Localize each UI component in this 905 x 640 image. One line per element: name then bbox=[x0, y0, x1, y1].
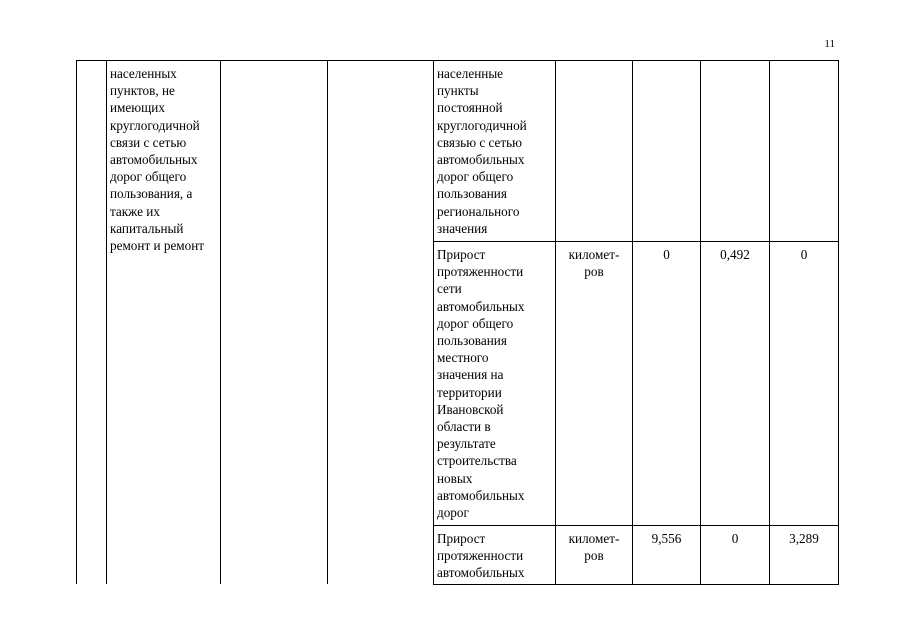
indicator-name-cell: населенные пункты постоянной круглогодичной связью с сетью автомобильных дорог общего пользования регионального значения bbox=[434, 61, 556, 242]
indicator-table bbox=[76, 60, 839, 585]
page-number: 11 bbox=[824, 38, 835, 50]
activity-description-cell: населенных пунктов, не имеющих круглогодичной связи с сетью автомобильных дорог общего пользования, а также их капитальный ремонт и ремонт bbox=[107, 61, 221, 585]
value-cell-year2: 0,492 bbox=[701, 242, 770, 526]
indicator-name-cell: Прирост протяженности автомобильных bbox=[434, 526, 556, 585]
unit-cell: километ- ров bbox=[556, 526, 633, 585]
value-cell-year2 bbox=[701, 61, 770, 242]
value-cell-year1 bbox=[633, 61, 701, 242]
value-cell-year3: 0 bbox=[770, 242, 839, 526]
empty-cell-col4 bbox=[328, 61, 434, 585]
empty-cell-col1 bbox=[77, 61, 107, 585]
value-cell-year3 bbox=[770, 61, 839, 242]
value-cell-year1: 9,556 bbox=[633, 526, 701, 585]
value-cell-year1: 0 bbox=[633, 242, 701, 526]
indicator-name-cell: Прирост протяженности сети автомобильных дорог общего пользования местного значения на территории Ивановской области в результате строительства новых автомобильных дорог bbox=[434, 242, 556, 526]
table-row bbox=[77, 61, 839, 242]
empty-cell-col3 bbox=[221, 61, 328, 585]
value-cell-year2: 0 bbox=[701, 526, 770, 585]
unit-cell bbox=[556, 61, 633, 242]
value-cell-year3: 3,289 bbox=[770, 526, 839, 585]
unit-cell: километ- ров bbox=[556, 242, 633, 526]
